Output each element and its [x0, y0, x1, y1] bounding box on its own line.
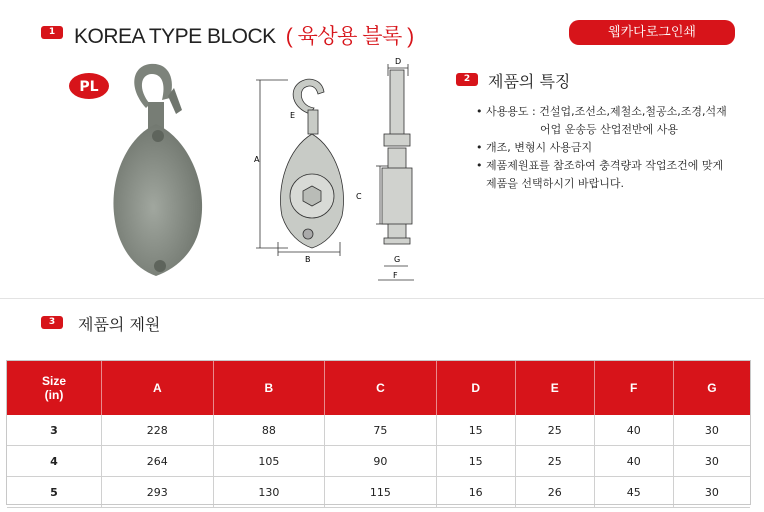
table-cell: 30 — [673, 477, 750, 508]
feature-item: • 사용용도 : 건설업,조선소,제철소,철공소,조경,석재 — [476, 103, 756, 121]
table-cell: 40 — [594, 446, 673, 477]
table-cell: 15 — [436, 446, 515, 477]
table-cell: 115 — [325, 477, 437, 508]
title-text: KOREA TYPE BLOCK — [74, 25, 276, 48]
table-cell: 26 — [515, 477, 594, 508]
title-korean: ( 육상용 블록 ) — [285, 25, 414, 48]
size-cell: 5 — [7, 477, 102, 508]
table-cell: 45 — [594, 477, 673, 508]
page-title — [74, 20, 414, 50]
column-header: E — [515, 361, 594, 415]
dim-label-c: C — [356, 192, 362, 201]
table-row — [7, 477, 750, 508]
specs-title: 제품의 제원 — [78, 315, 161, 334]
table-cell: 25 — [515, 415, 594, 446]
table-cell: 130 — [213, 477, 325, 508]
specs-table — [7, 361, 750, 508]
dim-label-f: F — [393, 271, 398, 280]
feature-item-continuation: 어업 운송등 산업전반에 사용 — [540, 123, 679, 136]
column-header: C — [325, 361, 437, 415]
feature-item: • 제품제원표를 참조하여 충격량과 작업조건에 맞게 — [476, 157, 756, 175]
table-cell: 16 — [436, 477, 515, 508]
dim-label-e: E — [290, 111, 296, 120]
table-cell: 293 — [102, 477, 214, 508]
section-number-badge: 3 — [41, 316, 63, 329]
pl-logo-text: PL — [79, 79, 99, 95]
table-cell: 30 — [673, 446, 750, 477]
section-number-badge: 2 — [456, 73, 478, 86]
section-number-badge: 1 — [41, 26, 63, 39]
size-cell: 3 — [7, 415, 102, 446]
column-header: G — [673, 361, 750, 415]
table-cell: 30 — [673, 415, 750, 446]
table-cell: 88 — [213, 415, 325, 446]
pl-logo — [69, 73, 109, 99]
features-list — [476, 103, 756, 193]
column-header: F — [594, 361, 673, 415]
size-header-line2: (in) — [44, 388, 64, 402]
dimension-drawing — [248, 56, 428, 288]
dim-label-b: B — [305, 255, 311, 264]
table-cell: 15 — [436, 415, 515, 446]
column-header: A — [102, 361, 214, 415]
dim-label-d: D — [395, 57, 402, 66]
table-cell: 25 — [515, 446, 594, 477]
table-cell: 75 — [325, 415, 437, 446]
table-cell: 264 — [102, 446, 214, 477]
web-catalog-print-button[interactable]: 웹카다로그인쇄 — [569, 20, 735, 45]
table-cell: 90 — [325, 446, 437, 477]
size-cell: 4 — [7, 446, 102, 477]
table-row — [7, 446, 750, 477]
dim-label-g: G — [394, 255, 401, 264]
table-header-row — [7, 361, 750, 415]
column-header-size — [7, 361, 102, 415]
column-header: B — [213, 361, 325, 415]
features-title: 제품의 특징 — [488, 72, 571, 91]
dim-label-a: A — [254, 155, 260, 164]
table-row — [7, 415, 750, 446]
section-divider — [0, 298, 764, 299]
product-photo — [66, 58, 226, 290]
feature-item-continuation: 제품을 선택하시기 바랍니다. — [486, 177, 625, 190]
feature-item: • 개조, 변형시 사용금지 — [476, 139, 756, 157]
size-header-line1: Size — [41, 374, 66, 388]
table-cell: 40 — [594, 415, 673, 446]
column-header: D — [436, 361, 515, 415]
table-cell: 228 — [102, 415, 214, 446]
table-cell: 105 — [213, 446, 325, 477]
